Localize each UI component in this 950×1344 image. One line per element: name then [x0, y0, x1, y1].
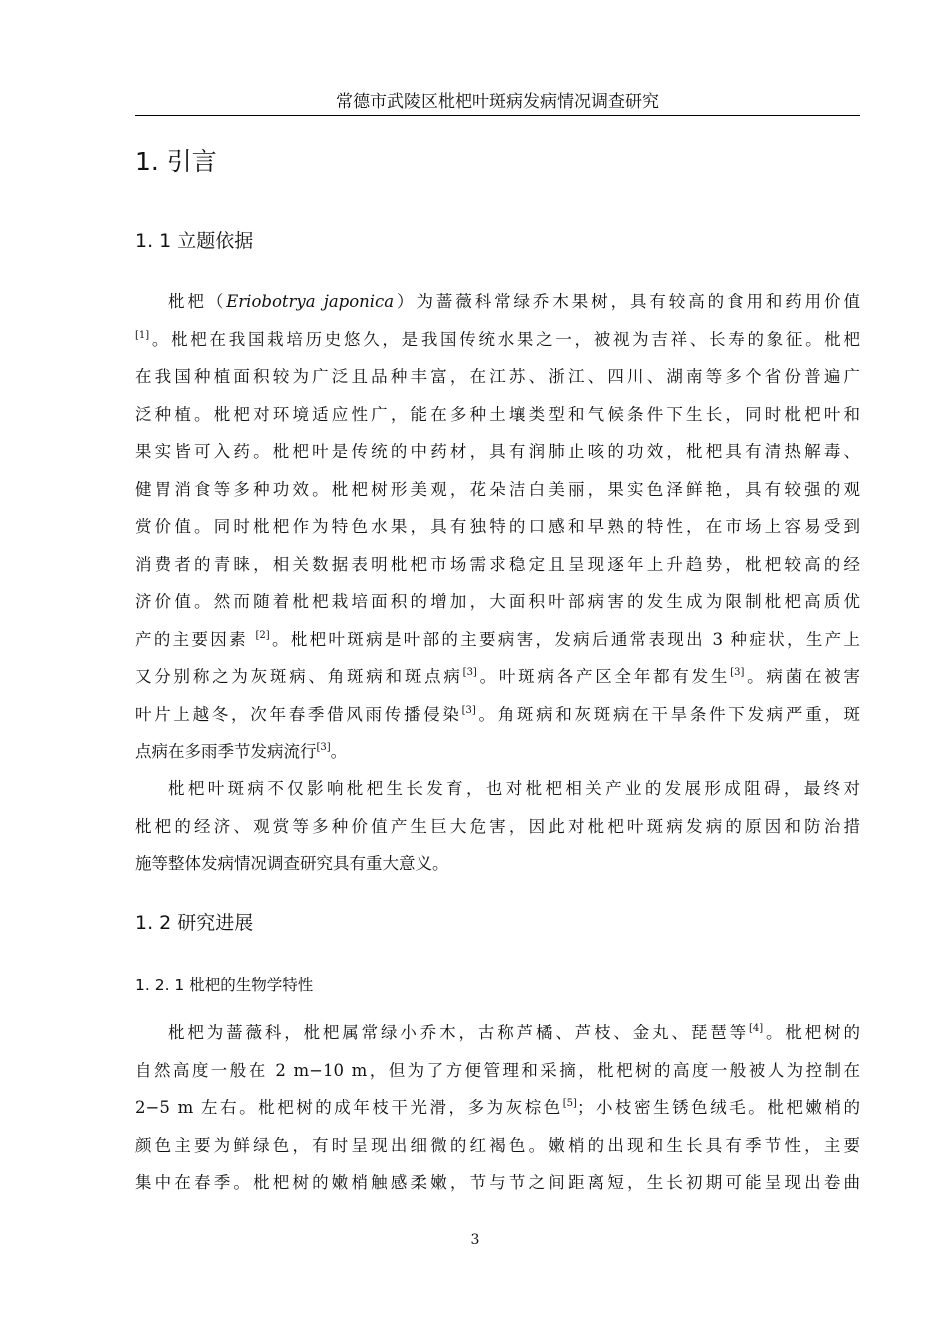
section-heading-introduction: 1. 引言	[135, 147, 217, 176]
text-line: 济价值。然而随着枇杷栽培面积的增加，大面积叶部病害的发生成为限制枇杷高质优	[135, 592, 860, 611]
text-line: 枇杷叶斑病不仅影响枇杷生长发育，也对枇杷相关产业的发展形成阻碍，最终对	[168, 779, 860, 798]
text-line: 叶片上越冬，次年春季借风雨传播侵染[3]。角斑病和灰斑病在干旱条件下发病严重，斑	[135, 704, 861, 724]
paragraph-rationale	[135, 283, 860, 771]
citation: [3]	[316, 742, 331, 753]
text-line: 颜色主要为鲜绿色，有时呈现出细微的红褐色。嫩梢的出现和生长具有季节性，主要	[135, 1135, 860, 1155]
citation: [5]	[562, 1098, 577, 1109]
text-line: 健胃消食等多种功效。枇杷树形美观，花朵洁白美丽，果实色泽鲜艳，具有较强的观	[135, 479, 860, 499]
text-line: 消费者的青睐，相关数据表明枇杷市场需求稳定且呈现逐年上升趋势，枇杷较高的经	[135, 554, 860, 574]
citation: [4]	[749, 1023, 764, 1034]
citation: [3]	[462, 667, 477, 678]
text-line: 产的主要因素 [2]。枇杷叶斑病是叶部的主要病害，发病后通常表现出 3 种症状，生产上	[135, 629, 860, 649]
subsubsection-heading-biology: 1. 2. 1 枇杷的生物学特性	[135, 976, 314, 994]
citation: [1]	[135, 329, 150, 341]
text-line: 泛种植。枇杷对环境适应性广，能在多种土壤类型和气候条件下生长，同时枇杷叶和	[135, 404, 860, 424]
citation: [2]	[255, 629, 270, 641]
text-line: 2−5 m 左右。枇杷树的成年枝干光滑，多为灰棕色[5]；小枝密生锈色绒毛。枇杷嫩梢的	[135, 1098, 860, 1117]
text-line: 赏价值。同时枇杷作为特色水果，具有独特的口感和早熟的特性，在市场上容易受到	[135, 517, 860, 536]
page-number: 3	[470, 1232, 480, 1248]
citation: [3]	[730, 667, 745, 678]
citation: [3]	[461, 704, 476, 716]
text-line: 枇杷为蔷薇科，枇杷属常绿小乔木，古称芦橘、芦枝、金丸、琵琶等[4]。枇杷树的	[168, 1023, 861, 1042]
paragraph-biology	[135, 1014, 860, 1202]
subsection-heading-rationale: 1. 1 立题依据	[135, 230, 254, 252]
text-line: 又分别称之为灰斑病、角斑病和斑点病[3]。叶斑病各产区全年都有发生[3]。病菌在被害	[135, 667, 861, 686]
running-header	[135, 91, 860, 116]
text-line: 果实皆可入药。枇杷叶是传统的中药材，具有润肺止咳的功效，枇杷具有清热解毒、	[135, 442, 860, 461]
text-line: 枇杷（Eriobotrya japonica）为蔷薇科常绿乔木果树，具有较高的食用和药用价值	[168, 292, 860, 311]
latin-name: Eriobotrya japonica	[226, 292, 395, 311]
text-line: 自然高度一般在 2 m−10 m，但为了方便管理和采摘，枇杷树的高度一般被人为控制在	[135, 1060, 860, 1080]
subsection-heading-progress: 1. 2 研究进展	[135, 912, 254, 934]
text-line: 在我国种植面积较为广泛且品种丰富，在江苏、浙江、四川、湖南等多个省份普遍广	[135, 367, 860, 386]
text-line: [1]。枇杷在我国栽培历史悠久，是我国传统水果之一，被视为吉祥、长寿的象征。枇杷	[135, 329, 860, 349]
text-line: 施等整体发病情况调查研究具有重大意义。	[135, 854, 449, 873]
paragraph-significance	[135, 770, 860, 883]
running-header-title: 常德市武陵区枇杷叶斑病发病情况调查研究	[336, 92, 659, 112]
text-line: 枇杷的经济、观赏等多种价值产生巨大危害，因此对枇杷叶斑病发病的原因和防治措	[135, 816, 860, 836]
text-line: 集中在春季。枇杷树的嫩梢触感柔嫩，节与节之间距离短，生长初期可能呈现出卷曲	[135, 1173, 860, 1192]
text-line: 点病在多雨季节发病流行[3]。	[135, 742, 348, 761]
